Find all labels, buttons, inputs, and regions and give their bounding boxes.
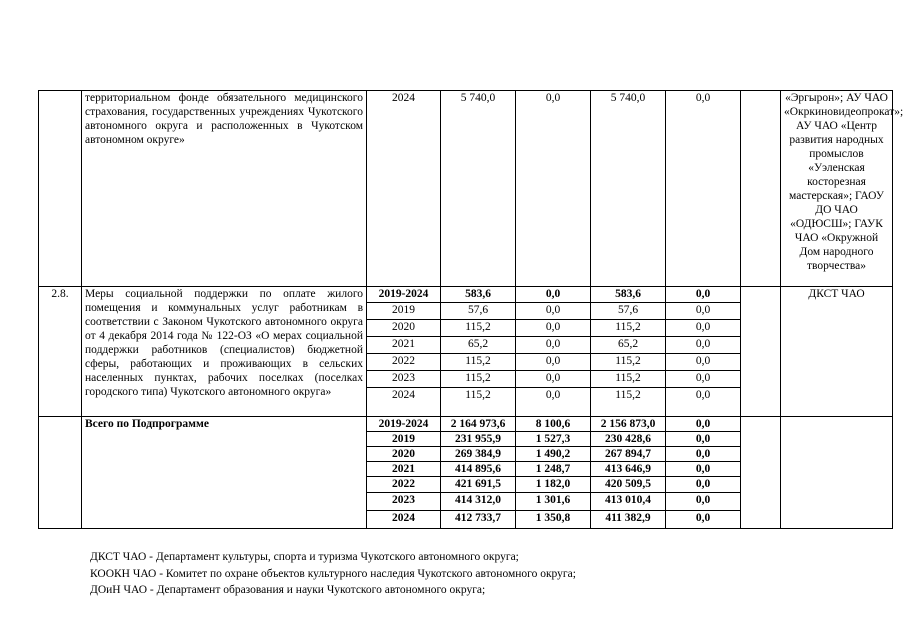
other-value-cell: 0,0 [666,417,741,432]
federal-value-cell: 8 100,6 [516,417,591,432]
year-cell: 2019-2024 [367,287,441,303]
federal-value-cell: 0,0 [516,337,591,354]
regional-value-cell: 57,6 [591,303,666,320]
total-value-cell: 269 384,9 [441,447,516,462]
regional-value-cell: 420 509,5 [591,477,666,493]
year-cell: 2023 [367,493,441,511]
row-number-cell: 2.8. [39,287,82,417]
federal-value-cell: 0,0 [516,371,591,388]
federal-value-cell: 0,0 [516,354,591,371]
footnote-line: ДОиН ЧАО - Департамент образования и науки Чукотского автономного округа; [90,584,486,596]
other-value-cell: 0,0 [666,432,741,447]
other-value-cell: 0,0 [666,462,741,477]
federal-value-cell: 1 490,2 [516,447,591,462]
year-cell: 2020 [367,320,441,337]
abbreviations-footnotes [90,549,576,599]
year-cell: 2024 [367,91,441,287]
regional-value-cell: 115,2 [591,371,666,388]
total-value-cell: 414 895,6 [441,462,516,477]
year-cell: 2021 [367,337,441,354]
regional-value-cell: 65,2 [591,337,666,354]
regional-value-cell: 413 010,4 [591,493,666,511]
regional-value-cell: 5 740,0 [591,91,666,287]
program-table [38,90,904,529]
table-row-continuation [39,91,893,287]
total-value-cell: 115,2 [441,354,516,371]
other-value-cell: 0,0 [666,371,741,388]
year-cell: 2022 [367,354,441,371]
total-value-cell: 421 691,5 [441,477,516,493]
total-value-cell: 414 312,0 [441,493,516,511]
footnote-line: ДКСТ ЧАО - Департамент культуры, спорта и туризма Чукотского автономного округа; [90,551,519,563]
regional-value-cell: 583,6 [591,287,666,303]
federal-value-cell: 0,0 [516,320,591,337]
total-value-cell: 115,2 [441,371,516,388]
executor-cell [781,417,893,529]
row-number-cell [39,417,82,529]
year-cell: 2020 [367,447,441,462]
other-value-cell: 0,0 [666,91,741,287]
total-value-cell: 115,2 [441,388,516,417]
other-value-cell: 0,0 [666,303,741,320]
other-value-cell: 0,0 [666,354,741,371]
other-value-cell: 0,0 [666,477,741,493]
federal-value-cell: 1 527,3 [516,432,591,447]
regional-value-cell: 115,2 [591,388,666,417]
measure-description: Меры социальной поддержки по оплате жилого помещения и коммунальных услуг работникам в соответствии с Законом Чукотского автономного округа от 4 декабря 2014 года № 122-ОЗ «О мерах социальной поддержки работников (специалистов) бюджетной сферы, работающих и проживающих в сельских населенных пунктах, рабочих поселках (поселках городского типа) Чукотского автономного округа» [82,287,367,417]
footnote-line: КООКН ЧАО - Комитет по охране объектов культурного наследия Чукотского автономного округа; [90,567,576,580]
measure-description: территориальном фонде обязательного медицинского страхования, государственных учреждениях Чукотского автономного округа и расположенных в Чукотском автономном округе» [82,91,367,287]
regional-value-cell: 115,2 [591,354,666,371]
other-value-cell: 0,0 [666,320,741,337]
federal-value-cell: 0,0 [516,303,591,320]
other-value-cell: 0,0 [666,511,741,529]
year-cell: 2022 [367,477,441,493]
empty-cell [741,91,781,287]
executor-cell: ДКСТ ЧАО [781,287,893,417]
year-cell: 2019 [367,432,441,447]
federal-value-cell: 1 248,7 [516,462,591,477]
total-value-cell: 412 733,7 [441,511,516,529]
total-value-cell: 115,2 [441,320,516,337]
total-value-cell: 65,2 [441,337,516,354]
federal-value-cell: 1 350,8 [516,511,591,529]
federal-value-cell: 0,0 [516,287,591,303]
table-row-total [39,417,893,432]
other-value-cell: 0,0 [666,388,741,417]
empty-cell [741,287,781,417]
regional-value-cell: 115,2 [591,320,666,337]
total-value-cell: 5 740,0 [441,91,516,287]
total-value-cell: 231 955,9 [441,432,516,447]
other-value-cell: 0,0 [666,337,741,354]
other-value-cell: 0,0 [666,493,741,511]
row-number-cell [39,91,82,287]
empty-cell [741,417,781,529]
year-cell: 2019 [367,303,441,320]
year-cell: 2024 [367,388,441,417]
executor-cell: «Эргырон»; АУ ЧАО «Окркиновидеопрокат»; АУ ЧАО «Центр развития народных промыслов «Уэленская косторезная мастерская»; ГАОУ ДО ЧАО «ОДЮСШ»; ГАУК ЧАО «Окружной Дом народного творчества» [781,91,893,287]
regional-value-cell: 267 894,7 [591,447,666,462]
federal-value-cell: 0,0 [516,388,591,417]
total-value-cell: 57,6 [441,303,516,320]
year-cell: 2023 [367,371,441,388]
table-row-2-8 [39,287,893,303]
year-cell: 2021 [367,462,441,477]
federal-value-cell: 1 301,6 [516,493,591,511]
federal-value-cell: 1 182,0 [516,477,591,493]
regional-value-cell: 2 156 873,0 [591,417,666,432]
regional-value-cell: 413 646,9 [591,462,666,477]
other-value-cell: 0,0 [666,287,741,303]
regional-value-cell: 411 382,9 [591,511,666,529]
regional-value-cell: 230 428,6 [591,432,666,447]
total-value-cell: 583,6 [441,287,516,303]
year-cell: 2024 [367,511,441,529]
total-label: Всего по Подпрограмме [82,417,367,529]
other-value-cell: 0,0 [666,447,741,462]
federal-value-cell: 0,0 [516,91,591,287]
year-cell: 2019-2024 [367,417,441,432]
total-value-cell: 2 164 973,6 [441,417,516,432]
